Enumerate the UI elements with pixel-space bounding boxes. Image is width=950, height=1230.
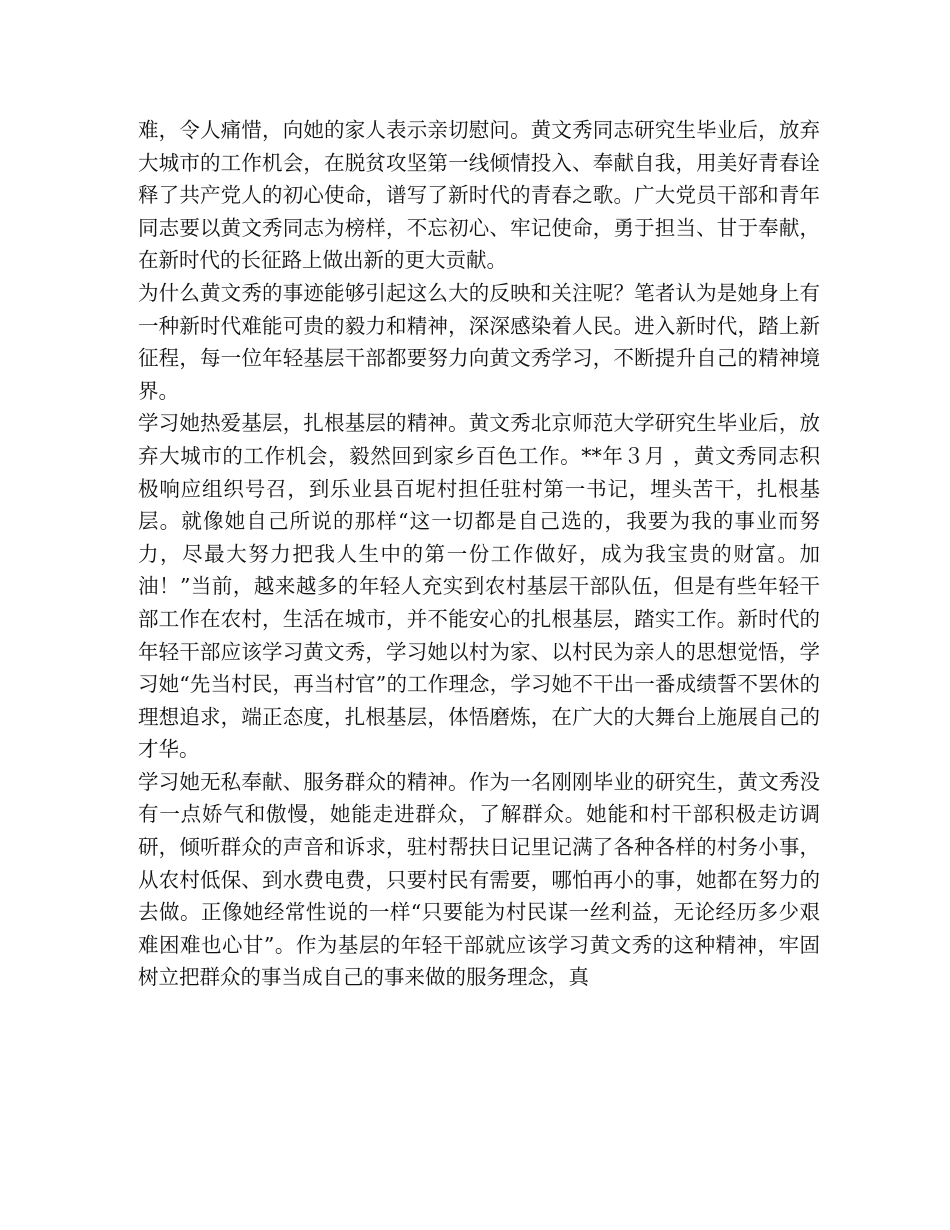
paragraph-4: 学习她无私奉献、服务群众的精神。作为一名刚刚毕业的研究生，黄文秀没有一点娇气和傲慢，她能走进群众，了解群众。她能和村干部积极走访调研，倾听群众的声音和诉求，驻村帮扶日记里记满了各种各样的村务小事，从农村低保、到水费电费，只要村民有需要，哪怕再小的事，她都在努力的去做。正像她经常性说的一样“只要能为村民谋一丝利益，无论经历多少艰难困难也心甘”。作为基层的年轻干部就应该学习黄文秀的这种精神，牢固树立把群众的事当成自己的事来做的服务理念，真: [138, 769, 820, 990]
paragraph-2: 为什么黄文秀的事迹能够引起这么大的反映和关注呢？笔者认为是她身上有一种新时代难能可贵的毅力和精神，深深感染着人民。进入新时代，踏上新征程，每一位年轻基层干部都要努力向黄文秀学习，不断提升自己的精神境界。: [138, 280, 820, 403]
document-body: [138, 114, 820, 994]
paragraph-3: 学习她热爱基层，扎根基层的精神。黄文秀北京师范大学研究生毕业后，放弃大城市的工作机会，毅然回到家乡百色工作。**年３月 ，黄文秀同志积极响应组织号召，到乐业县百坭村担任驻村第一书记，埋头苦干，扎根基层。就像她自己所说的那样“这一切都是自己选的，我要为我的事业而努力，尽最大努力把我人生中的第一份工作做好，成为我宝贵的财富。加油！”当前，越来越多的年轻人充实到农村基层干部队伍，但是有些年轻干部工作在农村，生活在城市，并不能安心的扎根基层，踏实工作。新时代的年轻干部应该学习黄文秀，学习她以村为家、以村民为亲人的思想觉悟，学习她“先当村民，再当村官”的工作理念，学习她不干出一番成绩誓不罢休的理想追求，端正态度，扎根基层，体悟磨炼，在广大的大舞台上施展自己的才华。: [138, 411, 820, 762]
paragraph-1: 难，令人痛惜，向她的家人表示亲切慰问。黄文秀同志研究生毕业后，放弃大城市的工作机会，在脱贫攻坚第一线倾情投入、奉献自我，用美好青春诠释了共产党人的初心使命，谱写了新时代的青春之歌。广大党员干部和青年同志要以黄文秀同志为榜样，不忘初心、牢记使命，勇于担当、甘于奉献，在新时代的长征路上做出新的更大贡献。: [138, 118, 820, 273]
